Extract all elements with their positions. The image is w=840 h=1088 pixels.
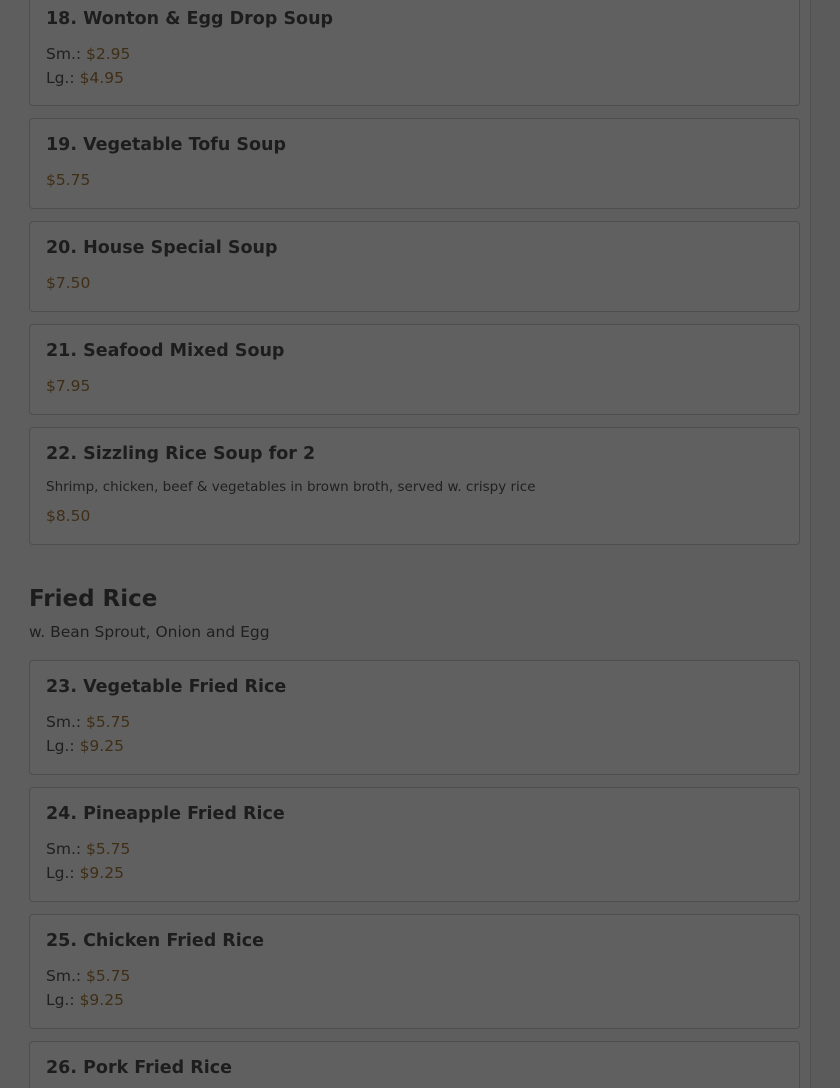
size-label: Sm.: [46,967,82,985]
scrollbar-track[interactable] [810,0,840,1088]
large-price-row [46,68,124,88]
menu-item-card[interactable] [29,1041,800,1088]
small-price-row [46,712,130,732]
large-price-row [46,863,124,883]
menu-item-card[interactable] [29,118,800,209]
price: $9.25 [79,991,124,1009]
small-price-row [46,839,130,859]
menu-item-card[interactable] [29,660,800,775]
price: $5.75 [86,840,131,858]
price: $4.95 [79,69,124,87]
price: $2.95 [86,45,131,63]
price: $5.75 [86,713,131,731]
menu-item-card[interactable] [29,427,800,545]
menu-item-title: 24. Pineapple Fried Rice [46,804,285,824]
size-label: Sm.: [46,45,82,63]
price: $9.25 [79,864,124,882]
menu-item-title: 25. Chicken Fried Rice [46,931,265,951]
menu-item-title: 19. Vegetable Tofu Soup [46,135,287,155]
menu-item-title: 26. Pork Fried Rice [46,1058,232,1078]
menu-item-description: Shrimp, chicken, beef & vegetables in brown broth, served w. crispy rice [46,479,536,495]
menu-item-title: 22. Sizzling Rice Soup for 2 [46,444,316,464]
large-price-row [46,990,124,1010]
price: $7.50 [46,274,91,292]
size-label: Lg.: [46,737,75,755]
menu-item-title: 20. House Special Soup [46,238,278,258]
price: $7.95 [46,377,91,395]
menu-item-title: 18. Wonton & Egg Drop Soup [46,9,334,29]
size-label: Sm.: [46,713,82,731]
menu-item-card[interactable] [29,221,800,312]
menu-item-card[interactable] [29,324,800,415]
small-price-row [46,44,130,64]
size-label: Lg.: [46,69,75,87]
menu-item-card[interactable] [29,914,800,1029]
small-price-row [46,966,130,986]
size-label: Lg.: [46,864,75,882]
size-label: Lg.: [46,991,75,1009]
price: $9.25 [79,737,124,755]
menu-item-card[interactable] [29,0,800,106]
menu-item-title: 21. Seafood Mixed Soup [46,341,285,361]
menu-item-card[interactable] [29,787,800,902]
section-subtitle: w. Bean Sprout, Onion and Egg [29,623,270,641]
menu-item-title: 23. Vegetable Fried Rice [46,677,287,697]
price: $5.75 [46,171,91,189]
size-label: Sm.: [46,840,82,858]
section-title: Fried Rice [29,586,158,612]
price: $5.75 [86,967,131,985]
price: $8.50 [46,507,91,525]
large-price-row [46,736,124,756]
